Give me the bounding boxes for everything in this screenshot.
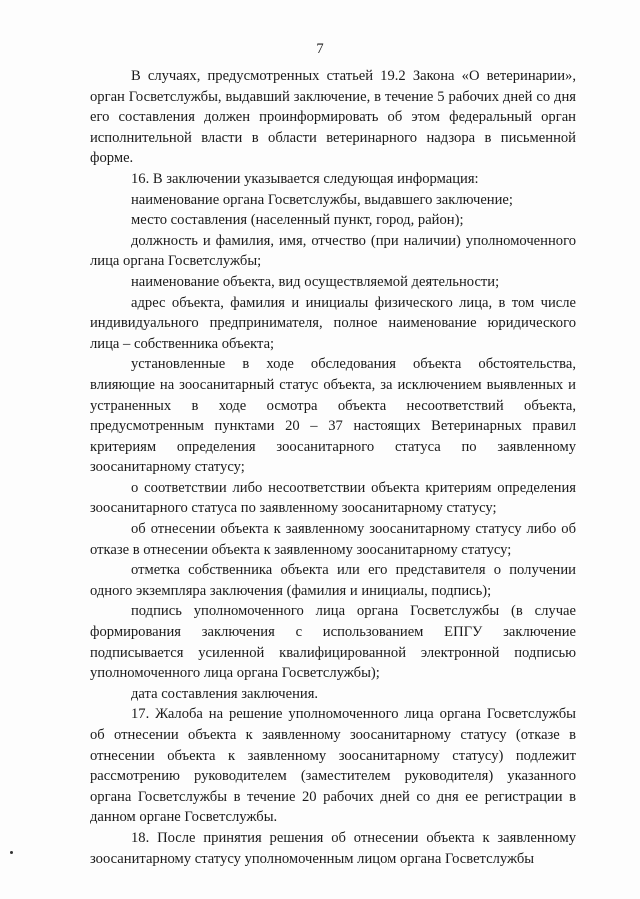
paragraph: наименование объекта, вид осуществляемой деятельности; (131, 273, 500, 290)
paragraph: 17. Жалоба на решение уполномоченного лица органа Госветслужбы об отнесении объекта к заявленному зоосанитарному статусу (отказе в отнесении объекта к заявленному зоосанитарному статусу) подлежит рассмотрению руководителем (заместителем руководителя) указанного органа Госветслужбы в течение 20 рабочих дней со дня ее регистрации в данном органе Госветслужбы. (90, 706, 576, 826)
paragraph: отметка собственника объекта или его представителя о получении одного экземпляра заключения (фамилия и инициалы, подпись); (90, 562, 576, 599)
paragraph: о соответствии либо несоответствии объекта критериям определения зоосанитарного статуса по заявленному зоосанитарному статусу; (90, 479, 576, 517)
document-body (90, 66, 576, 869)
paragraph: должность и фамилия, имя, отчество (при наличии) уполномоченного лица органа Госветслужбы; (90, 232, 576, 270)
paragraph: В случаях, предусмотренных статьей 19.2 Закона «О ветеринарии», орган Госветслужбы, выдавший заключение, в течение 5 рабочих дней со дня его составления должен проинформировать об этом федеральный орган исполнительной власти в области ветеринарного надзора в письменной форме. (90, 68, 576, 167)
scan-artifact-dot (10, 851, 13, 854)
paragraph: наименование органа Госветслужбы, выдавшего заключение; (131, 191, 513, 208)
paragraph: адрес объекта, фамилия и инициалы физического лица, в том числе индивидуального предпринимателя, полное наименование юридического лица – собственника объекта; (90, 294, 576, 352)
paragraph: подпись уполномоченного лица органа Госветслужбы (в случае формирования заключения с использованием ЕПГУ заключение подписывается усиленной квалифицированной электронной подписью уполномоченного лица органа Госветслужбы); (90, 603, 576, 682)
paragraph: установленные в ходе обследования объекта обстоятельства, влияющие на зоосанитарный статус объекта, за исключением выявленных и устраненных в ходе осмотра объекта несоответствий объекта, предусмотренным пунктами 20 – 37 настоящих Ветеринарных правил критериям определения зоосанитарного статуса по заявленному зоосанитарному статусу; (90, 356, 576, 476)
page-number: 7 (316, 41, 324, 57)
paragraph: об отнесении объекта к заявленному зоосанитарному статусу либо об отказе в отнесении объекта к заявленному зоосанитарному статусу; (90, 521, 576, 558)
paragraph: 16. В заключении указывается следующая информация: (131, 170, 479, 187)
paragraph: дата составления заключения. (131, 685, 319, 702)
paragraph: место составления (населенный пункт, город, район); (131, 212, 464, 229)
paragraph: 18. После принятия решения об отнесении объекта к заявленному зоосанитарному статусу уполномоченным лицом органа Госветслужбы (90, 829, 576, 867)
